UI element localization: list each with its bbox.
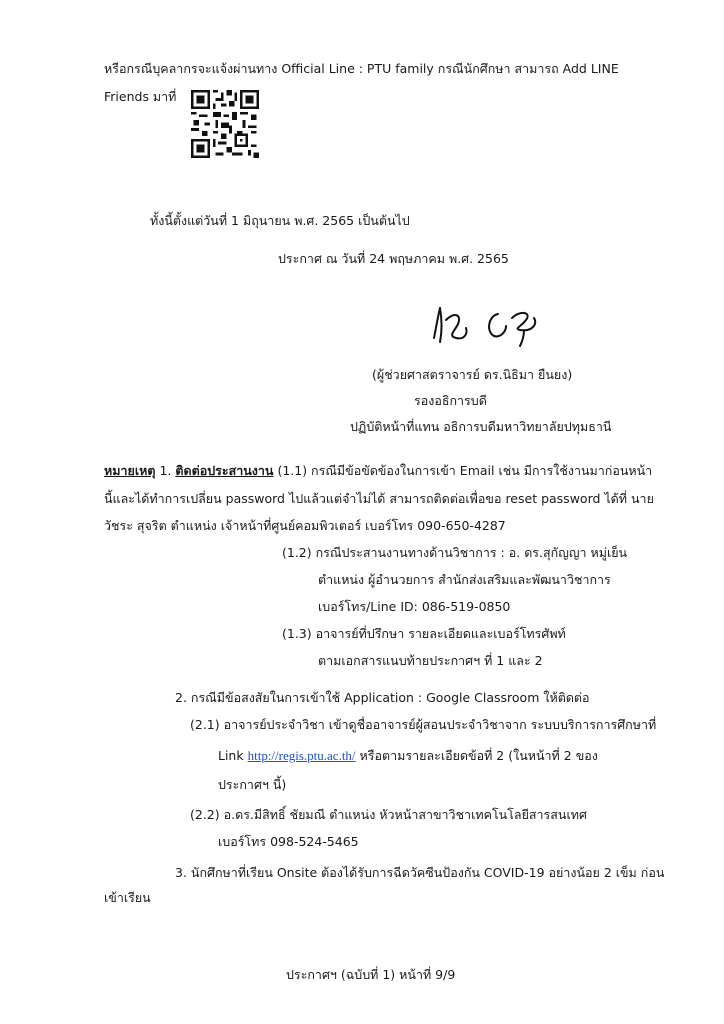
item-2-1-line-2 xyxy=(218,747,598,765)
item-1-3-line-1: (1.3) อาจารย์ที่ปรึกษา รายละเอียดและเบอร์โทรศัพท์ xyxy=(282,626,566,641)
item-1-3-line-2: ตามเอกสารแนบท้ายประกาศฯ ที่ 1 และ 2 xyxy=(318,653,543,668)
regis-link[interactable]: http://regis.ptu.ac.th/ xyxy=(247,748,356,763)
intro-line-1: หรือกรณีบุคลากรจะแจ้งผ่านทาง Official Line : PTU family กรณีนักศึกษา สามารถ Add LINE xyxy=(104,61,619,76)
line-friends-qr-code[interactable] xyxy=(191,90,259,158)
item-1-heading: ติดต่อประสานงาน xyxy=(175,463,274,478)
intro-line-2: Friends มาที่ xyxy=(104,89,177,104)
item-3-line-1: 3. นักศึกษาที่เรียน Onsite ต้องได้รับการฉีดวัคซีนป้องกัน COVID-19 อย่างน้อย 2 เข็ม ก่อน xyxy=(175,865,665,880)
item-1-2-line-1: (1.2) กรณีประสานงานทางด้านวิชาการ : อ. ดร.สุกัญญา หมู่เย็น xyxy=(282,545,628,560)
item-1-1-line-3: วัชระ สุจริต ตำแหน่ง เจ้าหน้าที่ศูนย์คอมพิวเตอร์ เบอร์โทร 090-650-4287 xyxy=(104,518,506,533)
remarks-label: หมายเหตุ xyxy=(104,463,156,478)
item-2-2-line-1: (2.2) อ.ดร.มีสิทธิ์ ชัยมณี ตำแหน่ง หัวหน้าสาขาวิชาเทคโนโลยีสารสนเทศ xyxy=(190,807,587,822)
item-1-1-line-1: (1.1) กรณีมีข้อขัดข้องในการเข้า Email เช่น มีการใช้งานมาก่อนหน้า xyxy=(277,463,653,478)
page-footer: ประกาศฯ (ฉบับที่ 1) หน้าที่ 9/9 xyxy=(286,967,456,982)
item-2-1-line-3: ประกาศฯ นี้) xyxy=(218,777,287,792)
item-2-2-line-2: เบอร์โทร 098-524-5465 xyxy=(218,834,359,849)
item-3-line-2: เข้าเรียน xyxy=(104,890,151,905)
item-2-1-link-suffix: หรือตามรายละเอียดข้อที่ 2 (ในหน้าที่ 2 ของ xyxy=(359,748,598,763)
effective-date: ทั้งนี้ตั้งแต่วันที่ 1 มิถุนายน พ.ศ. 2565 เป็นต้นไป xyxy=(150,213,410,228)
remark-1-line-1 xyxy=(104,462,652,480)
item-1-1-line-2: นี้และได้ทำการเปลี่ยน password ไปแล้วแต่จำไม่ได้ สามารถติดต่อเพื่อขอ reset password ได้ที่ นาย xyxy=(104,491,654,506)
signature-image xyxy=(428,298,558,350)
item-1-2-line-2: ตำแหน่ง ผู้อำนวยการ สำนักส่งเสริมและพัฒนาวิชาการ xyxy=(318,572,611,587)
signatory-acting: ปฏิบัติหน้าที่แทน อธิการบดีมหาวิทยาลัยปทุมธานี xyxy=(350,419,612,434)
signatory-title: รองอธิการบดี xyxy=(414,393,487,408)
item-2-1-line-1: (2.1) อาจารย์ประจำวิชา เข้าดูชื่ออาจารย์ผู้สอนประจำวิชาจาก ระบบบริการการศึกษาที่ xyxy=(190,717,657,732)
item-1-2-line-3: เบอร์โทร/Line ID: 086-519-0850 xyxy=(318,599,511,614)
item-1-number: 1. xyxy=(159,463,172,478)
signatory-name: (ผู้ช่วยศาสตราจารย์ ดร.นิธิมา ยืนยง) xyxy=(372,367,573,382)
announce-date: ประกาศ ณ วันที่ 24 พฤษภาคม พ.ศ. 2565 xyxy=(278,251,509,266)
item-2-1-link-prefix: Link xyxy=(218,748,244,763)
item-2: 2. กรณีมีข้อสงสัยในการเข้าใช้ Application : Google Classroom ให้ติดต่อ xyxy=(175,690,590,705)
